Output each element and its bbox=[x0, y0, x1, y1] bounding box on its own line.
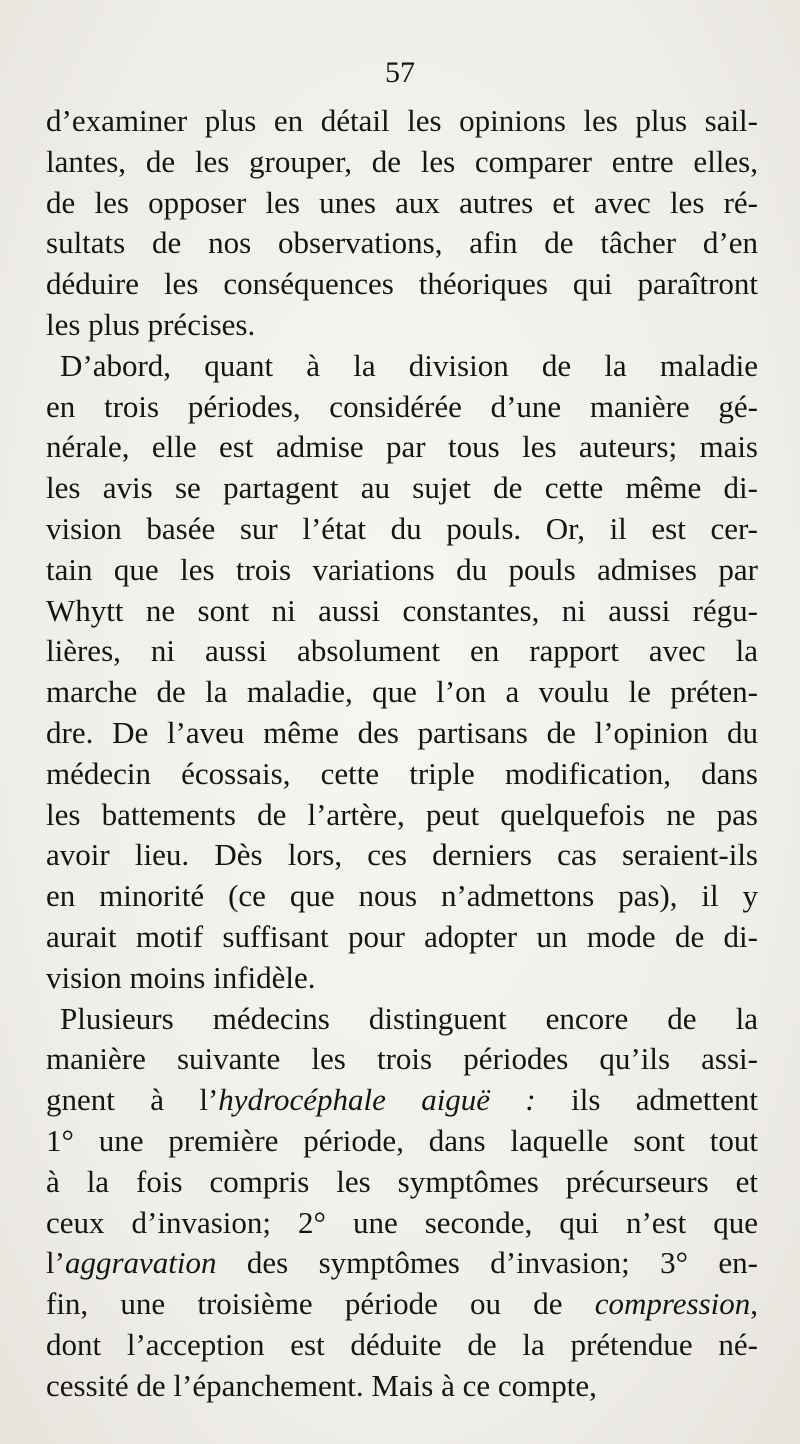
text-line: Plusieurs médecins distinguent encore de la bbox=[60, 1000, 758, 1036]
text-line: les avis se partagent au sujet de cette même di- bbox=[46, 470, 758, 506]
italic-text: hydrocéphale aiguë : bbox=[218, 1082, 536, 1118]
text-line: Whytt ne sont ni aussi constantes, ni aussi régu- bbox=[46, 592, 758, 628]
text-line: lières, ni aussi absolument en rapport avec la bbox=[46, 633, 758, 669]
text-line: 1° une première période, dans laquelle sont tout bbox=[46, 1122, 758, 1158]
text-line: médecin écossais, cette triple modification, dans bbox=[46, 755, 758, 791]
text-line: aurait motif suffisant pour adopter un mode de di- bbox=[46, 918, 758, 954]
text-line: d’examiner plus en détail les opinions les plus sail- bbox=[46, 103, 758, 138]
text-line: les plus précises. bbox=[46, 306, 256, 342]
text-line: à la fois compris les symptômes précurseurs et bbox=[46, 1163, 758, 1199]
text-line: marche de la maladie, que l’on a voulu le préten- bbox=[46, 674, 758, 710]
text-line: D’abord, quant à la division de la maladie bbox=[60, 347, 758, 383]
text-line: déduire les conséquences théoriques qui paraîtront bbox=[46, 266, 758, 302]
text-line: cessité de l’épanchement. Mais à ce compte, bbox=[46, 1367, 597, 1403]
page-number: 57 bbox=[385, 56, 415, 89]
body-text bbox=[46, 101, 758, 1407]
italic-text: aggravation bbox=[64, 1245, 217, 1281]
text-line: fin, une troisième période ou de compression, bbox=[46, 1286, 758, 1322]
text-line: avoir lieu. Dès lors, ces derniers cas seraient-ils bbox=[46, 837, 758, 873]
text-line: l’aggravation des symptômes d’invasion; 3° en- bbox=[46, 1245, 758, 1281]
text-line: de les opposer les unes aux autres et avec les ré- bbox=[46, 184, 758, 220]
text-line: ceux d’invasion; 2° une seconde, qui n’est que bbox=[46, 1204, 758, 1240]
text-line: nérale, elle est admise par tous les auteurs; mais bbox=[46, 429, 758, 465]
text-line: dont l’acception est déduite de la prétendue né- bbox=[46, 1326, 758, 1362]
paragraph bbox=[46, 999, 758, 1407]
paragraph bbox=[46, 346, 758, 999]
text-line: tain que les trois variations du pouls admises par bbox=[46, 551, 758, 587]
text-line: en minorité (ce que nous n’admettons pas), il y bbox=[46, 878, 758, 914]
text-line: vision basée sur l’état du pouls. Or, il est cer- bbox=[46, 510, 758, 546]
text-line: en trois périodes, considérée d’une manière gé- bbox=[46, 388, 758, 424]
paragraph bbox=[46, 101, 758, 346]
text-line: gnent à l’hydrocéphale aiguë : ils admettent bbox=[46, 1082, 758, 1118]
italic-text: compression bbox=[594, 1286, 751, 1322]
text-line: dre. De l’aveu même des partisans de l’opinion du bbox=[46, 714, 758, 750]
text-line: les battements de l’artère, peut quelquefois ne pas bbox=[46, 796, 758, 832]
text-line: vision moins infidèle. bbox=[46, 959, 316, 995]
text-line: manière suivante les trois périodes qu’ils assi- bbox=[46, 1041, 758, 1077]
text-line: sultats de nos observations, afin de tâcher d’en bbox=[46, 225, 758, 261]
text-line: lantes, de les grouper, de les comparer entre elles, bbox=[46, 143, 758, 179]
